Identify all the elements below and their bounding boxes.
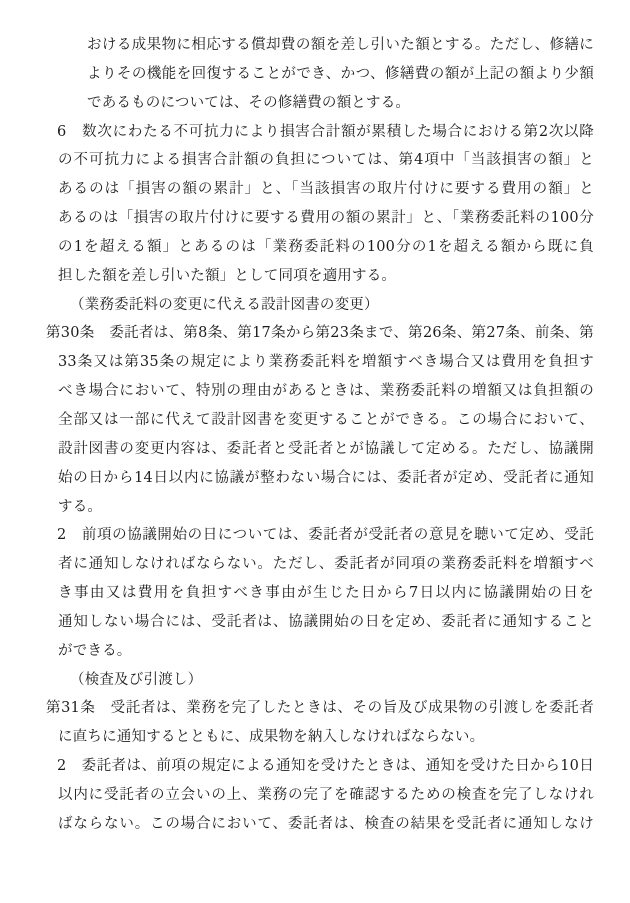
text-line: あるのは「損害の取片付けに要する費用の額の累計」と、「業務委託料の100分 [58,210,594,227]
text-line: 2 委託者は、前項の規定による通知を受けたときは、通知を受けた日から10日 [57,758,594,775]
text-line: あるのは「損害の額の累計」と、「当該損害の取片付けに要する費用の額」と [58,181,594,198]
text-line: 33条又は第35条の規定により業務委託料を増額すべき場合又は費用を負担す [58,354,594,371]
text-line: の1を超える額」とあるのは「業務委託料の100分の1を超える額から既に負 [58,238,594,255]
text-line: よりその機能を回復することができ、かつ、修繕費の額が上記の額より少額 [87,65,594,82]
text-line: に直ちに通知するとともに、成果物を納入しなければならない。 [58,729,485,746]
text-line: ばならない。この場合において、委託者は、検査の結果を受託者に通知しなけ [58,815,594,832]
text-line: べき場合において、特別の理由があるときは、業務委託料の増額又は負担額の [58,383,594,400]
text-line: 第30条 委託者は、第8条、第17条から第23条まで、第26条、第27条、前条、第 [46,325,594,342]
text-line: 2 前項の協議開始の日については、委託者が受託者の意見を聴いて定め、受託 [57,527,594,544]
text-line: 第31条 受託者は、業務を完了したときは、その旨及び成果物の引渡しを委託者 [46,700,594,717]
text-line: 者に通知しなければならない。ただし、委託者が同項の業務委託料を増額すべ [58,556,594,573]
text-line: する。 [58,498,103,515]
text-line: の不可抗力による損害合計額の負担については、第4項中「当該損害の額」と [58,152,594,169]
text-line: 全部又は一部に代えて設計図書を変更することができる。この場合において、 [58,411,594,428]
text-line: 通知しない場合には、受託者は、協議開始の日を定め、委託者に通知すること [58,613,594,630]
text-line: 始の日から14日以内に協議が整わない場合には、委託者が定め、受託者に通知 [58,469,594,486]
document-body [46,31,594,839]
text-line: ができる。 [58,642,132,659]
text-line: 6 数次にわたる不可抗力により損害合計額が累積した場合における第2次以降 [57,123,594,140]
text-line: き事由又は費用を負担すべき事由が生じた日から7日以内に協議開始の日を [58,585,594,602]
text-line: （検査及び引渡し） [70,671,203,688]
text-line: 設計図書の変更内容は、委託者と受託者とが協議して定める。ただし、協議開 [58,440,594,457]
text-line: 担した額を差し引いた額」として同項を適用する。 [58,267,397,284]
text-line: であるものについては、その修繕費の額とする。 [87,94,411,111]
text-line: 以内に受託者の立会いの上、業務の完了を確認するための検査を完了しなけれ [58,786,594,803]
text-line: おける成果物に相応する償却費の額を差し引いた額とする。ただし、修繕に [87,37,594,53]
text-line: （業務委託料の変更に代える設計図書の変更） [70,296,379,313]
